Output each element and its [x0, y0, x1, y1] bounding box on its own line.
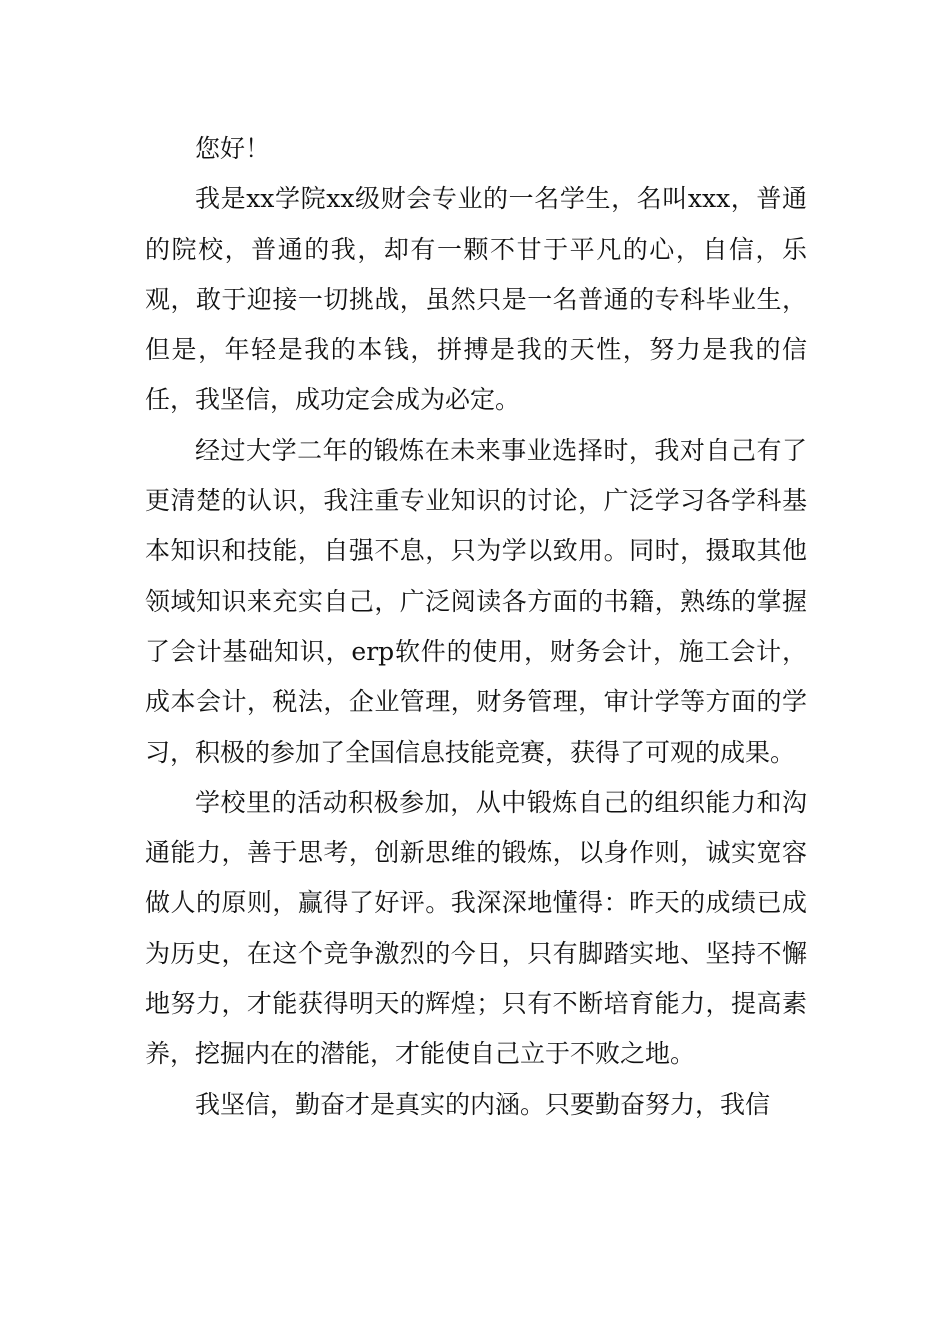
- greeting: 您好！: [195, 134, 271, 163]
- paragraph-conviction: 我坚信，勤奋才是真实的内涵。只要勤奋努力，我信: [195, 1089, 771, 1119]
- paragraph-activities: 学校里的活动积极参加，从中锻炼自己的组织能力和沟通能力，善于思考，创新思维的锻炼，以身作则，诚实宽容做人的原则，赢得了好评。我深深地懂得：昨天的成绩已成为历史，在这个竞争激烈的今日，只有脚踏实地、坚持不懈地努力，才能获得明天的辉煌；只有不断培育能力，提高素养，挖掘内在的潜能，才能使自己立于不败之地。: [145, 787, 807, 1069]
- paragraph-studies: 经过大学二年的锻炼在未来事业选择时，我对自己有了更清楚的认识，我注重专业知识的讨论，广泛学习各学科基本知识和技能，自强不息，只为学以致用。同时，摄取其他领域知识来充实自己，广泛阅读各方面的书籍，熟练的掌握了会计基础知识，erp软件的使用，财务会计，施工会计，成本会计，税法，企业管理，财务管理，审计学等方面的学习，积极的参加了全国信息技能竞赛，获得了可观的成果。: [145, 435, 807, 767]
- letter-body: [145, 124, 807, 1130]
- paragraph-introduction: 我是xx学院xx级财会专业的一名学生，名叫xxx，普通的院校，普通的我，却有一颗不甘于平凡的心，自信，乐观，敢于迎接一切挑战，虽然只是一名普通的专科毕业生，但是，年轻是我的本钱，拼搏是我的天性，努力是我的信任，我坚信，成功定会成为必定。: [145, 184, 807, 415]
